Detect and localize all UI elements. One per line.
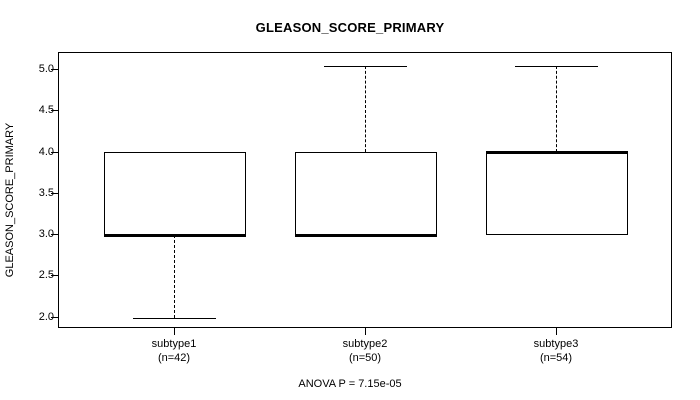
- median-subtype3: [486, 151, 628, 154]
- box-subtype2: [295, 152, 437, 235]
- x-category-count: (n=42): [157, 351, 191, 364]
- whisker-lower-subtype1: [174, 235, 175, 318]
- y-tick-label: 2.5: [38, 269, 54, 281]
- y-tick-label: 3.5: [38, 187, 54, 199]
- y-tick-label: 5.0: [38, 63, 54, 75]
- x-category-label: subtype3: [533, 338, 579, 350]
- anova-annotation: ANOVA P = 7.15e-05: [298, 378, 402, 390]
- whisker-cap-upper-subtype2: [324, 66, 407, 67]
- x-tick-mark: [365, 328, 366, 335]
- y-tick-label: 3.0: [38, 228, 54, 240]
- x-category-label: subtype2: [342, 338, 388, 350]
- x-tick-label-subtype3: [476, 338, 636, 366]
- whisker-cap-upper-subtype3: [515, 66, 598, 67]
- x-category-label: subtype1: [151, 338, 197, 350]
- y-tick-label: 4.5: [38, 104, 54, 116]
- x-category-count: (n=50): [348, 351, 382, 364]
- plot-panel: [58, 52, 672, 328]
- chart-title: GLEASON_SCORE_PRIMARY: [255, 20, 445, 35]
- x-tick-mark: [556, 328, 557, 335]
- x-tick-label-subtype2: [285, 338, 445, 366]
- y-tick-label: 4.0: [38, 146, 54, 158]
- x-category-count: (n=54): [539, 351, 573, 364]
- median-subtype2: [295, 234, 437, 237]
- y-tick-label: 2.0: [38, 311, 54, 323]
- box-subtype3: [486, 152, 628, 235]
- x-tick-label-subtype1: [94, 338, 254, 366]
- whisker-cap-lower-subtype1: [133, 318, 216, 319]
- whisker-upper-subtype3: [556, 66, 557, 152]
- median-subtype1: [104, 234, 246, 237]
- whisker-upper-subtype2: [365, 66, 366, 152]
- x-tick-mark: [174, 328, 175, 335]
- box-subtype1: [104, 152, 246, 235]
- y-axis-label: GLEASON_SCORE_PRIMARY: [4, 122, 16, 278]
